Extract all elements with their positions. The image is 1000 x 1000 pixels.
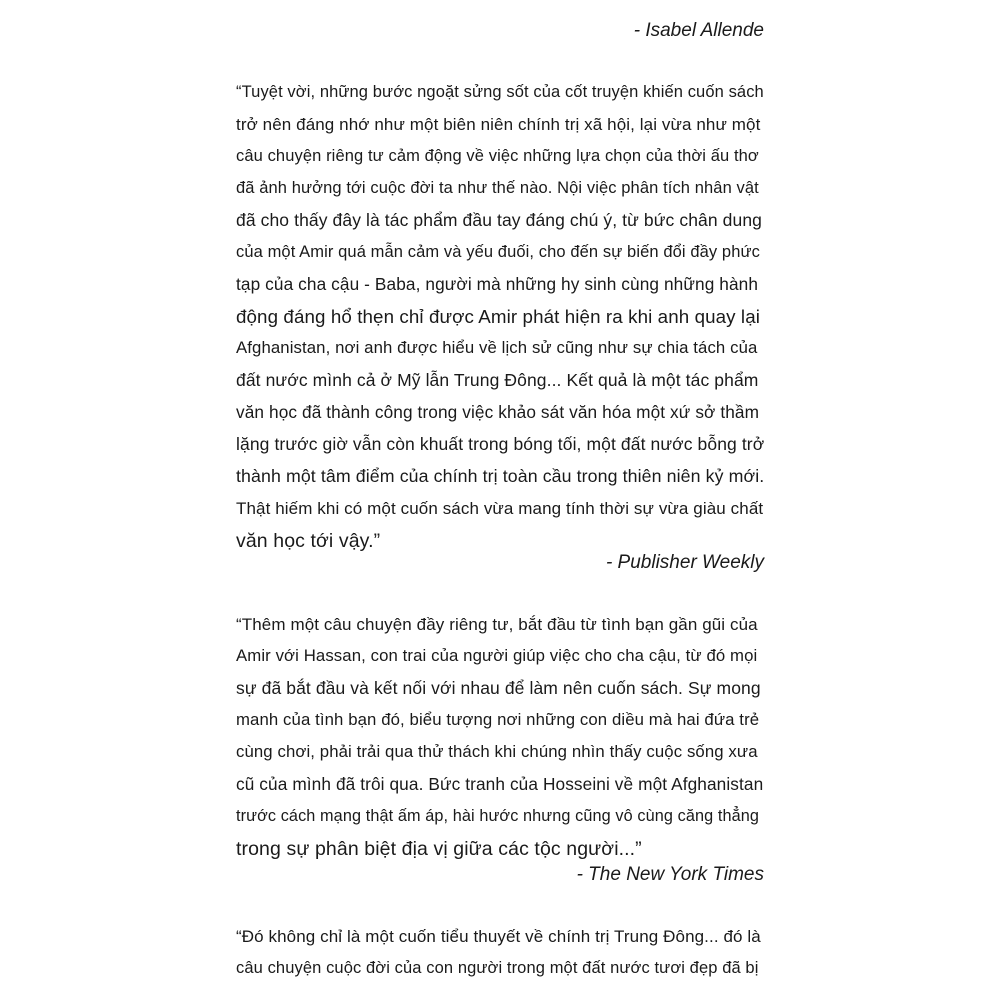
quote-line: đã ảnh hưởng tới cuộc đời ta như thế nào. Nội việc phân tích nhân vật: [236, 179, 759, 197]
quote-line: lặng trước giờ vẫn còn khuất trong bóng tối, một đất nước bỗng trở: [236, 434, 765, 454]
quote-line: Thật hiếm khi có một cuốn sách vừa mang tính thời sự vừa giàu chất: [236, 499, 764, 518]
quote-line: Afghanistan, nơi anh được hiểu về lịch sử cũng như sự chia tách của: [236, 338, 758, 357]
quote-line: đã cho thấy đây là tác phẩm đầu tay đáng chú ý, từ bức chân dung: [236, 210, 762, 230]
quote-line: của một Amir quá mẫn cảm và yếu đuối, cho đến sự biến đổi đầy phức: [236, 243, 760, 261]
quote-line: văn học đã thành công trong việc khảo sát văn hóa một xứ sở thầm: [236, 402, 760, 422]
quote-line: trở nên đáng nhớ như một biên niên chính trị xã hội, lại vừa như một: [236, 115, 761, 134]
quote-line: “Tuyệt vời, những bước ngoặt sửng sốt của cốt truyện khiến cuốn sách: [236, 83, 764, 101]
quote-line: sự đã bắt đầu và kết nối với nhau để làm nên cuốn sách. Sự mong: [236, 678, 761, 698]
quote-line: đất nước mình cả ở Mỹ lẫn Trung Đông... Kết quả là một tác phẩm: [236, 370, 759, 390]
attribution-new-york-times: - The New York Times: [576, 864, 764, 885]
quote-line: câu chuyện cuộc đời của con người trong một đất nước tươi đẹp đã bị: [236, 959, 759, 977]
quote-line: Amir với Hassan, con trai của người giúp việc cho cha cậu, từ đó mọi: [236, 646, 758, 665]
quote-line: trước cách mạng thật ấm áp, hài hước nhưng cũng vô cùng căng thẳng: [236, 807, 760, 825]
attribution-isabel-allende: - Isabel Allende: [633, 20, 764, 41]
quote-line: động đáng hổ thẹn chỉ được Amir phát hiện ra khi anh quay lại: [236, 306, 760, 327]
attribution-publisher-weekly: - Publisher Weekly: [605, 552, 764, 573]
quote-line: thành một tâm điểm của chính trị toàn cầu trong thiên niên kỷ mới.: [236, 466, 765, 486]
quote-line: trong sự phân biệt địa vị giữa các tộc người...”: [236, 838, 642, 860]
quote-line: manh của tình bạn đó, biểu tượng nơi những con diều mà hai đứa trẻ: [236, 710, 760, 729]
quote-line: văn học tới vậy.”: [236, 530, 381, 552]
quote-line: cùng chơi, phải trải qua thử thách khi chúng nhìn thấy cuộc sống xưa: [236, 742, 758, 761]
quote-line: “Đó không chỉ là một cuốn tiểu thuyết về chính trị Trung Đông... đó là: [236, 927, 761, 946]
quote-line: “Thêm một câu chuyện đầy riêng tư, bắt đầu từ tình bạn gần gũi của: [236, 615, 758, 634]
quote-line: cũ của mình đã trôi qua. Bức tranh của Hosseini về một Afghanistan: [236, 774, 764, 794]
quote-line: câu chuyện riêng tư cảm động về việc những lựa chọn của thời ấu thơ: [236, 147, 759, 165]
quote-line: tạp của cha cậu - Baba, người mà những hy sinh cùng những hành: [236, 274, 759, 294]
